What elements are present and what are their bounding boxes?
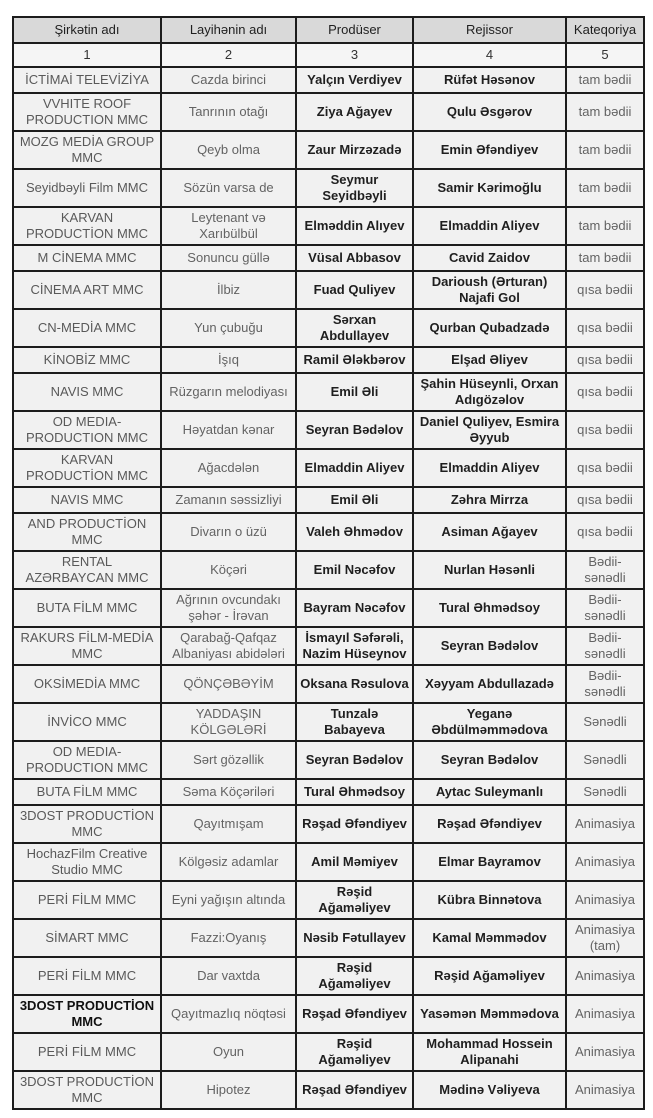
company-cell: OKSİMEDİA MMC xyxy=(13,665,161,703)
director-cell: Yasəmən Məmmədova xyxy=(413,995,566,1033)
company-cell: M CİNEMA MMC xyxy=(13,245,161,271)
category-cell: tam bədii xyxy=(566,67,644,93)
category-cell: Bədii-sənədli xyxy=(566,589,644,627)
category-cell: Sənədli xyxy=(566,741,644,779)
table-row xyxy=(13,67,644,93)
category-cell: Sənədli xyxy=(566,703,644,741)
table-row xyxy=(13,843,644,881)
director-cell: Mohammad Hossein Alipanahi xyxy=(413,1033,566,1071)
producer-cell: Emil Nəcəfov xyxy=(296,551,413,589)
company-cell: BUTA FİLM MMC xyxy=(13,589,161,627)
category-cell: tam bədii xyxy=(566,169,644,207)
company-cell: VVHITE ROOF PRODUCTION MMC xyxy=(13,93,161,131)
category-cell: tam bədii xyxy=(566,245,644,271)
company-cell: PERİ FİLM MMC xyxy=(13,1033,161,1071)
project-cell: Ağrının ovcundakı şəhər - İrəvan xyxy=(161,589,296,627)
company-cell: RAKURS FİLM-MEDİA MMC xyxy=(13,627,161,665)
producer-cell: Rəşad Əfəndiyev xyxy=(296,1071,413,1109)
project-cell: Leytenant və Xarıbülbül xyxy=(161,207,296,245)
company-cell: CN-MEDİA MMC xyxy=(13,309,161,347)
director-cell: Seyran Bədəlov xyxy=(413,741,566,779)
column-number-row xyxy=(13,43,644,67)
director-cell: Nurlan Həsənli xyxy=(413,551,566,589)
table-row xyxy=(13,703,644,741)
table-row xyxy=(13,411,644,449)
company-cell: PERİ FİLM MMC xyxy=(13,957,161,995)
company-cell: 3DOST PRODUCTİON MMC xyxy=(13,995,161,1033)
table-row xyxy=(13,373,644,411)
project-cell: Oyun xyxy=(161,1033,296,1071)
company-cell: İCTİMAİ TELEVİZİYA xyxy=(13,67,161,93)
producer-cell: Seymur Seyidbəyli xyxy=(296,169,413,207)
company-cell: OD MEDIA-PRODUCTION MMC xyxy=(13,411,161,449)
column-number-3: 3 xyxy=(296,43,413,67)
category-cell: qısa bədii xyxy=(566,309,644,347)
table-row xyxy=(13,207,644,245)
category-cell: Bədii-sənədli xyxy=(566,551,644,589)
project-cell: Köçəri xyxy=(161,551,296,589)
producer-cell: Tural Əhmədsoy xyxy=(296,779,413,805)
table-row xyxy=(13,1071,644,1109)
producer-cell: Yalçın Verdiyev xyxy=(296,67,413,93)
category-cell: qısa bədii xyxy=(566,487,644,513)
category-cell: Animasiya (tam) xyxy=(566,919,644,957)
director-cell: Seyran Bədəlov xyxy=(413,627,566,665)
producer-cell: Ramil Ələkbərov xyxy=(296,347,413,373)
company-cell: NAVIS MMC xyxy=(13,373,161,411)
category-cell: qısa bədii xyxy=(566,449,644,487)
director-cell: Rüfət Həsənov xyxy=(413,67,566,93)
producer-cell: Rəşid Ağaməliyev xyxy=(296,1033,413,1071)
project-cell: Qayıtmazlıq nöqtəsi xyxy=(161,995,296,1033)
project-cell: İlbiz xyxy=(161,271,296,309)
project-cell: Həyatdan kənar xyxy=(161,411,296,449)
producer-cell: Rəşid Ağaməliyev xyxy=(296,957,413,995)
director-cell: Emin Əfəndiyev xyxy=(413,131,566,169)
table-row xyxy=(13,131,644,169)
company-cell: PERİ FİLM MMC xyxy=(13,881,161,919)
table-row xyxy=(13,995,644,1033)
director-cell: Elmaddin Aliyev xyxy=(413,207,566,245)
project-cell: Zamanın səssizliyi xyxy=(161,487,296,513)
table-row xyxy=(13,805,644,843)
director-cell: Şahin Hüseynli, Orxan Adıgözəlov xyxy=(413,373,566,411)
director-cell: Qulu Əsgərov xyxy=(413,93,566,131)
producer-cell: Valeh Əhmədov xyxy=(296,513,413,551)
project-cell: Fazzi:Oyanış xyxy=(161,919,296,957)
table-row xyxy=(13,513,644,551)
director-cell: Asiman Ağayev xyxy=(413,513,566,551)
producer-cell: Tunzalə Babayeva xyxy=(296,703,413,741)
company-cell: Seyidbəyli Film MMC xyxy=(13,169,161,207)
table-row xyxy=(13,741,644,779)
company-cell: RENTAL AZƏRBAYCAN MMC xyxy=(13,551,161,589)
table-row xyxy=(13,627,644,665)
table-row xyxy=(13,589,644,627)
project-cell: Cazda birinci xyxy=(161,67,296,93)
producer-cell: Seyran Bədəlov xyxy=(296,411,413,449)
director-cell: Mədinə Vəliyeva xyxy=(413,1071,566,1109)
project-cell: YADDAŞIN KÖLGƏLƏRİ xyxy=(161,703,296,741)
table-row xyxy=(13,665,644,703)
producer-cell: Nəsib Fətullayev xyxy=(296,919,413,957)
category-cell: tam bədii xyxy=(566,207,644,245)
director-cell: Samir Kərimoğlu xyxy=(413,169,566,207)
director-cell: Qurban Qubadzadə xyxy=(413,309,566,347)
project-cell: Dar vaxtda xyxy=(161,957,296,995)
project-cell: Divarın o üzü xyxy=(161,513,296,551)
producer-cell: Rəşad Əfəndiyev xyxy=(296,805,413,843)
category-cell: tam bədii xyxy=(566,131,644,169)
producer-cell: Bayram Nəcəfov xyxy=(296,589,413,627)
director-cell: Kübra Binnətova xyxy=(413,881,566,919)
table-row xyxy=(13,957,644,995)
category-cell: Bədii-sənədli xyxy=(566,627,644,665)
director-cell: Daniel Quliyev, Esmira Əyyub xyxy=(413,411,566,449)
director-cell: Darioush (Ərturan) Najafi Gol xyxy=(413,271,566,309)
table-row xyxy=(13,169,644,207)
producer-cell: Rəşad Əfəndiyev xyxy=(296,995,413,1033)
category-cell: qısa bədii xyxy=(566,347,644,373)
project-cell: Ağacdələn xyxy=(161,449,296,487)
category-cell: Sənədli xyxy=(566,779,644,805)
project-cell: Eyni yağışın altında xyxy=(161,881,296,919)
company-cell: BUTA FİLM MMC xyxy=(13,779,161,805)
project-cell: Rüzgarın melodiyası xyxy=(161,373,296,411)
column-number-1: 1 xyxy=(13,43,161,67)
director-cell: Kamal Məmmədov xyxy=(413,919,566,957)
company-cell: İNVİCO MMC xyxy=(13,703,161,741)
director-cell: Zəhra Mirrza xyxy=(413,487,566,513)
table-row xyxy=(13,309,644,347)
project-cell: Qayıtmışam xyxy=(161,805,296,843)
category-cell: qısa bədii xyxy=(566,513,644,551)
company-cell: 3DOST PRODUCTİON MMC xyxy=(13,1071,161,1109)
company-cell: SİMART MMC xyxy=(13,919,161,957)
column-header-project: Layihənin adı xyxy=(161,17,296,43)
director-cell: Rəşad Əfəndiyev xyxy=(413,805,566,843)
company-cell: CİNEMA ART MMC xyxy=(13,271,161,309)
header-row xyxy=(13,17,644,43)
project-cell: Səma Köçəriləri xyxy=(161,779,296,805)
company-cell: KİNOBİZ MMC xyxy=(13,347,161,373)
company-cell: 3DOST PRODUCTİON MMC xyxy=(13,805,161,843)
table-row xyxy=(13,551,644,589)
producer-cell: Seyran Bədəlov xyxy=(296,741,413,779)
column-header-company: Şirkətin adı xyxy=(13,17,161,43)
column-number-5: 5 xyxy=(566,43,644,67)
producer-cell: Ziya Ağayev xyxy=(296,93,413,131)
director-cell: Rəşid Ağaməliyev xyxy=(413,957,566,995)
category-cell: Animasiya xyxy=(566,843,644,881)
category-cell: qısa bədii xyxy=(566,271,644,309)
director-cell: Aytac Suleymanlı xyxy=(413,779,566,805)
table-row xyxy=(13,347,644,373)
category-cell: qısa bədii xyxy=(566,411,644,449)
producer-cell: Sərxan Abdullayev xyxy=(296,309,413,347)
company-cell: AND PRODUCTİON MMC xyxy=(13,513,161,551)
table-row xyxy=(13,1033,644,1071)
table-row xyxy=(13,881,644,919)
column-number-2: 2 xyxy=(161,43,296,67)
column-number-4: 4 xyxy=(413,43,566,67)
project-cell: Sonuncu güllə xyxy=(161,245,296,271)
producer-cell: Emil Əli xyxy=(296,487,413,513)
column-header-producer: Prodüser xyxy=(296,17,413,43)
project-cell: Yun çubuğu xyxy=(161,309,296,347)
producer-cell: Elmaddin Aliyev xyxy=(296,449,413,487)
director-cell: Elmar Bayramov xyxy=(413,843,566,881)
table-row xyxy=(13,93,644,131)
producer-cell: Oksana Rəsulova xyxy=(296,665,413,703)
project-cell: Sərt gözəllik xyxy=(161,741,296,779)
company-cell: NAVIS MMC xyxy=(13,487,161,513)
company-cell: OD MEDIA-PRODUCTION MMC xyxy=(13,741,161,779)
category-cell: Bədii-sənədli xyxy=(566,665,644,703)
company-cell: HochazFilm Creative Studio MMC xyxy=(13,843,161,881)
table-row xyxy=(13,487,644,513)
column-header-category: Kateqoriya xyxy=(566,17,644,43)
film-projects-table xyxy=(12,16,645,1110)
category-cell: Animasiya xyxy=(566,995,644,1033)
project-cell: QÖNÇƏBƏYİM xyxy=(161,665,296,703)
table-row xyxy=(13,449,644,487)
director-cell: Tural Əhmədsoy xyxy=(413,589,566,627)
director-cell: Yeganə Əbdülməmmədova xyxy=(413,703,566,741)
table-row xyxy=(13,271,644,309)
category-cell: Animasiya xyxy=(566,881,644,919)
producer-cell: Elməddin Alıyev xyxy=(296,207,413,245)
director-cell: Elşad Əliyev xyxy=(413,347,566,373)
company-cell: KARVAN PRODUCTİON MMC xyxy=(13,449,161,487)
project-cell: Kölgəsiz adamlar xyxy=(161,843,296,881)
table-row xyxy=(13,919,644,957)
category-cell: Animasiya xyxy=(566,957,644,995)
project-cell: Qarabağ-Qafqaz Albaniyası abidələri xyxy=(161,627,296,665)
table-row xyxy=(13,779,644,805)
producer-cell: Fuad Quliyev xyxy=(296,271,413,309)
producer-cell: Rəşid Ağaməliyev xyxy=(296,881,413,919)
director-cell: Cavid Zaidov xyxy=(413,245,566,271)
producer-cell: Zaur Mirzəzadə xyxy=(296,131,413,169)
category-cell: tam bədii xyxy=(566,93,644,131)
director-cell: Elmaddin Aliyev xyxy=(413,449,566,487)
producer-cell: Amil Məmiyev xyxy=(296,843,413,881)
column-header-director: Rejissor xyxy=(413,17,566,43)
table-body xyxy=(13,67,644,1109)
company-cell: KARVAN PRODUCTİON MMC xyxy=(13,207,161,245)
producer-cell: Vüsal Abbasov xyxy=(296,245,413,271)
producer-cell: Emil Əli xyxy=(296,373,413,411)
category-cell: Animasiya xyxy=(566,1033,644,1071)
producer-cell: İsmayıl Səfərəli, Nazim Hüseynov xyxy=(296,627,413,665)
table-row xyxy=(13,245,644,271)
project-cell: Tanrının otağı xyxy=(161,93,296,131)
project-cell: Hipotez xyxy=(161,1071,296,1109)
category-cell: Animasiya xyxy=(566,1071,644,1109)
director-cell: Xəyyam Abdullazadə xyxy=(413,665,566,703)
company-cell: MOZG MEDİA GROUP MMC xyxy=(13,131,161,169)
category-cell: Animasiya xyxy=(566,805,644,843)
project-cell: Sözün varsa de xyxy=(161,169,296,207)
project-cell: İşıq xyxy=(161,347,296,373)
category-cell: qısa bədii xyxy=(566,373,644,411)
project-cell: Qeyb olma xyxy=(161,131,296,169)
